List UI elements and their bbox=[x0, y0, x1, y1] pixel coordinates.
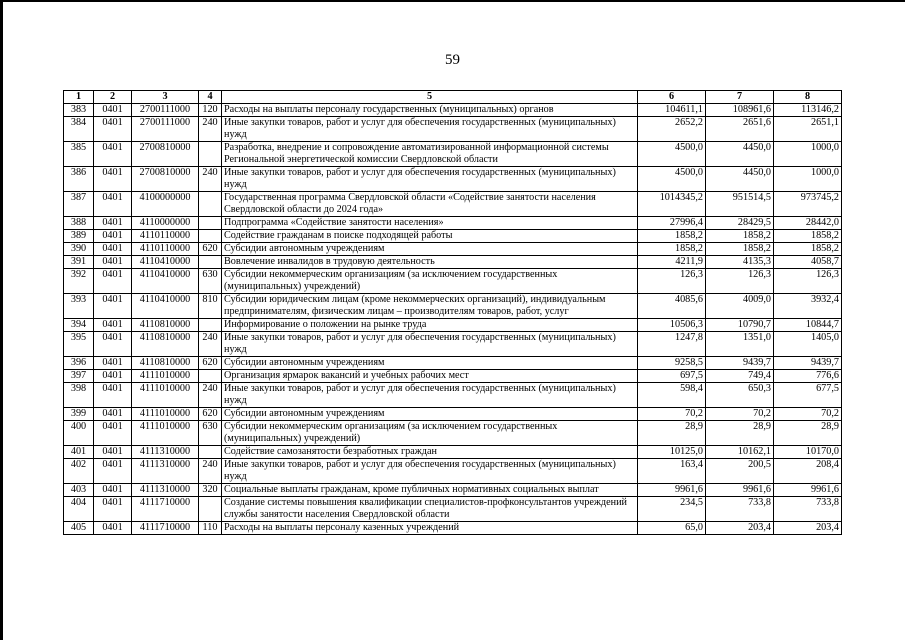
expense-name: Расходы на выплаты персоналу казенных учреждений bbox=[222, 522, 638, 535]
section-code: 0401 bbox=[94, 167, 132, 192]
table-row bbox=[64, 421, 842, 446]
amount-col6: 9961,6 bbox=[638, 484, 706, 497]
expense-name: Содействие самозанятости безработных граждан bbox=[222, 446, 638, 459]
amount-col6: 697,5 bbox=[638, 370, 706, 383]
section-code: 0401 bbox=[94, 408, 132, 421]
amount-col8: 70,2 bbox=[774, 408, 842, 421]
amount-col7: 9439,7 bbox=[706, 357, 774, 370]
amount-col7: 10790,7 bbox=[706, 319, 774, 332]
amount-col7: 10162,1 bbox=[706, 446, 774, 459]
table-row bbox=[64, 370, 842, 383]
section-code: 0401 bbox=[94, 446, 132, 459]
target-article-code: 4111010000 bbox=[132, 383, 199, 408]
table-row bbox=[64, 256, 842, 269]
amount-col7: 4009,0 bbox=[706, 294, 774, 319]
row-number: 390 bbox=[64, 243, 94, 256]
amount-col8: 677,5 bbox=[774, 383, 842, 408]
target-article-code: 4111310000 bbox=[132, 484, 199, 497]
table-row bbox=[64, 522, 842, 535]
expense-type-code: 240 bbox=[199, 383, 222, 408]
amount-col8: 203,4 bbox=[774, 522, 842, 535]
amount-col8: 3932,4 bbox=[774, 294, 842, 319]
amount-col6: 4500,0 bbox=[638, 142, 706, 167]
amount-col8: 1000,0 bbox=[774, 167, 842, 192]
amount-col6: 1014345,2 bbox=[638, 192, 706, 217]
table-row bbox=[64, 243, 842, 256]
page-frame-top bbox=[0, 0, 905, 2]
amount-col7: 70,2 bbox=[706, 408, 774, 421]
amount-col8: 1858,2 bbox=[774, 230, 842, 243]
table-row bbox=[64, 192, 842, 217]
row-number: 389 bbox=[64, 230, 94, 243]
amount-col7: 9961,6 bbox=[706, 484, 774, 497]
target-article-code: 4111010000 bbox=[132, 370, 199, 383]
expense-type-code: 320 bbox=[199, 484, 222, 497]
expense-name: Иные закупки товаров, работ и услуг для обеспечения государственных (муниципальных) нужд bbox=[222, 167, 638, 192]
amount-col7: 28,9 bbox=[706, 421, 774, 446]
row-number: 395 bbox=[64, 332, 94, 357]
target-article-code: 4111310000 bbox=[132, 459, 199, 484]
amount-col7: 126,3 bbox=[706, 269, 774, 294]
row-number: 392 bbox=[64, 269, 94, 294]
target-article-code: 4111010000 bbox=[132, 421, 199, 446]
row-number: 391 bbox=[64, 256, 94, 269]
header-cell: 2 bbox=[94, 91, 132, 104]
amount-col7: 28429,5 bbox=[706, 217, 774, 230]
row-number: 388 bbox=[64, 217, 94, 230]
target-article-code: 4110810000 bbox=[132, 332, 199, 357]
target-article-code: 4110810000 bbox=[132, 319, 199, 332]
expense-type-code bbox=[199, 497, 222, 522]
expense-name: Социальные выплаты гражданам, кроме публичных нормативных социальных выплат bbox=[222, 484, 638, 497]
amount-col6: 598,4 bbox=[638, 383, 706, 408]
amount-col8: 10844,7 bbox=[774, 319, 842, 332]
table-row bbox=[64, 459, 842, 484]
table-row bbox=[64, 269, 842, 294]
amount-col7: 1858,2 bbox=[706, 230, 774, 243]
row-number: 396 bbox=[64, 357, 94, 370]
amount-col7: 4450,0 bbox=[706, 167, 774, 192]
section-code: 0401 bbox=[94, 484, 132, 497]
amount-col7: 200,5 bbox=[706, 459, 774, 484]
amount-col6: 1858,2 bbox=[638, 243, 706, 256]
expense-name: Иные закупки товаров, работ и услуг для обеспечения государственных (муниципальных) нужд bbox=[222, 117, 638, 142]
expense-name: Иные закупки товаров, работ и услуг для обеспечения государственных (муниципальных) нужд bbox=[222, 383, 638, 408]
target-article-code: 4111710000 bbox=[132, 522, 199, 535]
expense-name: Субсидии юридическим лицам (кроме некоммерческих организаций), индивидуальным предпринимателям, физическим лицам – производителям товаров, работ, услуг bbox=[222, 294, 638, 319]
table-row bbox=[64, 446, 842, 459]
row-number: 397 bbox=[64, 370, 94, 383]
amount-col8: 2651,1 bbox=[774, 117, 842, 142]
amount-col8: 733,8 bbox=[774, 497, 842, 522]
expense-name: Субсидии автономным учреждениям bbox=[222, 357, 638, 370]
amount-col6: 4211,9 bbox=[638, 256, 706, 269]
amount-col8: 1858,2 bbox=[774, 243, 842, 256]
expense-type-code bbox=[199, 446, 222, 459]
amount-col7: 2651,6 bbox=[706, 117, 774, 142]
expense-name: Организация ярмарок вакансий и учебных рабочих мест bbox=[222, 370, 638, 383]
expense-type-code bbox=[199, 217, 222, 230]
target-article-code: 4110410000 bbox=[132, 294, 199, 319]
section-code: 0401 bbox=[94, 319, 132, 332]
expense-name: Подпрограмма «Содействие занятости населения» bbox=[222, 217, 638, 230]
row-number: 393 bbox=[64, 294, 94, 319]
expense-type-code: 810 bbox=[199, 294, 222, 319]
section-code: 0401 bbox=[94, 192, 132, 217]
expense-name: Субсидии автономным учреждениям bbox=[222, 408, 638, 421]
amount-col7: 108961,6 bbox=[706, 104, 774, 117]
row-number: 386 bbox=[64, 167, 94, 192]
row-number: 385 bbox=[64, 142, 94, 167]
target-article-code: 2700810000 bbox=[132, 142, 199, 167]
target-article-code: 4111710000 bbox=[132, 497, 199, 522]
amount-col6: 10125,0 bbox=[638, 446, 706, 459]
amount-col6: 1247,8 bbox=[638, 332, 706, 357]
row-number: 398 bbox=[64, 383, 94, 408]
expense-name: Субсидии некоммерческим организациям (за исключением государственных (муниципальных) учреждений) bbox=[222, 269, 638, 294]
table-row bbox=[64, 167, 842, 192]
amount-col6: 27996,4 bbox=[638, 217, 706, 230]
row-number: 401 bbox=[64, 446, 94, 459]
section-code: 0401 bbox=[94, 217, 132, 230]
target-article-code: 2700111000 bbox=[132, 104, 199, 117]
table-row bbox=[64, 332, 842, 357]
expense-name: Содействие гражданам в поиске подходящей работы bbox=[222, 230, 638, 243]
amount-col6: 234,5 bbox=[638, 497, 706, 522]
amount-col8: 9439,7 bbox=[774, 357, 842, 370]
row-number: 400 bbox=[64, 421, 94, 446]
row-number: 387 bbox=[64, 192, 94, 217]
amount-col8: 1405,0 bbox=[774, 332, 842, 357]
amount-col8: 113146,2 bbox=[774, 104, 842, 117]
expense-type-code: 110 bbox=[199, 522, 222, 535]
expense-name: Иные закупки товаров, работ и услуг для обеспечения государственных (муниципальных) нужд bbox=[222, 459, 638, 484]
section-code: 0401 bbox=[94, 497, 132, 522]
table-row bbox=[64, 217, 842, 230]
target-article-code: 4110110000 bbox=[132, 243, 199, 256]
amount-col6: 126,3 bbox=[638, 269, 706, 294]
expense-type-code bbox=[199, 256, 222, 269]
table-row bbox=[64, 294, 842, 319]
amount-col6: 70,2 bbox=[638, 408, 706, 421]
budget-table bbox=[63, 90, 842, 535]
section-code: 0401 bbox=[94, 230, 132, 243]
expense-name: Создание системы повышения квалификации специалистов-профконсультантов учреждений службы занятости населения Свердловской области bbox=[222, 497, 638, 522]
expense-type-code: 120 bbox=[199, 104, 222, 117]
amount-col7: 4450,0 bbox=[706, 142, 774, 167]
section-code: 0401 bbox=[94, 142, 132, 167]
section-code: 0401 bbox=[94, 459, 132, 484]
target-article-code: 4110810000 bbox=[132, 357, 199, 370]
table-row bbox=[64, 497, 842, 522]
amount-col7: 1351,0 bbox=[706, 332, 774, 357]
expense-type-code: 240 bbox=[199, 459, 222, 484]
row-number: 404 bbox=[64, 497, 94, 522]
expense-name: Государственная программа Свердловской области «Содействие занятости населения Свердловской области до 2024 года» bbox=[222, 192, 638, 217]
expense-type-code bbox=[199, 192, 222, 217]
section-code: 0401 bbox=[94, 104, 132, 117]
header-cell: 3 bbox=[132, 91, 199, 104]
amount-col6: 104611,1 bbox=[638, 104, 706, 117]
expense-type-code: 620 bbox=[199, 243, 222, 256]
target-article-code: 4111010000 bbox=[132, 408, 199, 421]
expense-name: Информирование о положении на рынке труда bbox=[222, 319, 638, 332]
amount-col7: 749,4 bbox=[706, 370, 774, 383]
amount-col6: 163,4 bbox=[638, 459, 706, 484]
expense-name: Расходы на выплаты персоналу государственных (муниципальных) органов bbox=[222, 104, 638, 117]
section-code: 0401 bbox=[94, 370, 132, 383]
amount-col6: 2652,2 bbox=[638, 117, 706, 142]
expense-type-code bbox=[199, 230, 222, 243]
expense-type-code: 240 bbox=[199, 167, 222, 192]
row-number: 394 bbox=[64, 319, 94, 332]
expense-name: Разработка, внедрение и сопровождение автоматизированной информационной системы Региональной энергетической комиссии Свердловской области bbox=[222, 142, 638, 167]
amount-col7: 733,8 bbox=[706, 497, 774, 522]
expense-type-code bbox=[199, 142, 222, 167]
row-number: 383 bbox=[64, 104, 94, 117]
target-article-code: 4111310000 bbox=[132, 446, 199, 459]
header-cell: 8 bbox=[774, 91, 842, 104]
row-number: 405 bbox=[64, 522, 94, 535]
table-row bbox=[64, 408, 842, 421]
section-code: 0401 bbox=[94, 357, 132, 370]
row-number: 402 bbox=[64, 459, 94, 484]
expense-type-code bbox=[199, 319, 222, 332]
amount-col6: 4500,0 bbox=[638, 167, 706, 192]
expense-name: Вовлечение инвалидов в трудовую деятельность bbox=[222, 256, 638, 269]
section-code: 0401 bbox=[94, 332, 132, 357]
section-code: 0401 bbox=[94, 522, 132, 535]
section-code: 0401 bbox=[94, 256, 132, 269]
amount-col6: 10506,3 bbox=[638, 319, 706, 332]
section-code: 0401 bbox=[94, 294, 132, 319]
row-number: 403 bbox=[64, 484, 94, 497]
expense-type-code bbox=[199, 370, 222, 383]
target-article-code: 4110410000 bbox=[132, 256, 199, 269]
amount-col8: 1000,0 bbox=[774, 142, 842, 167]
page-frame-left bbox=[0, 0, 3, 640]
expense-type-code: 620 bbox=[199, 357, 222, 370]
header-cell: 1 bbox=[64, 91, 94, 104]
amount-col6: 28,9 bbox=[638, 421, 706, 446]
page-number: 59 bbox=[445, 52, 460, 68]
amount-col8: 776,6 bbox=[774, 370, 842, 383]
table-row bbox=[64, 319, 842, 332]
amount-col8: 28442,0 bbox=[774, 217, 842, 230]
target-article-code: 4100000000 bbox=[132, 192, 199, 217]
amount-col8: 126,3 bbox=[774, 269, 842, 294]
expense-type-code: 630 bbox=[199, 421, 222, 446]
expense-type-code: 240 bbox=[199, 332, 222, 357]
amount-col6: 65,0 bbox=[638, 522, 706, 535]
header-row bbox=[64, 91, 842, 104]
expense-name: Субсидии автономным учреждениям bbox=[222, 243, 638, 256]
table-row bbox=[64, 117, 842, 142]
target-article-code: 4110000000 bbox=[132, 217, 199, 230]
target-article-code: 2700111000 bbox=[132, 117, 199, 142]
table-row bbox=[64, 104, 842, 117]
table-row bbox=[64, 484, 842, 497]
section-code: 0401 bbox=[94, 243, 132, 256]
section-code: 0401 bbox=[94, 269, 132, 294]
amount-col8: 4058,7 bbox=[774, 256, 842, 269]
amount-col6: 4085,6 bbox=[638, 294, 706, 319]
target-article-code: 2700810000 bbox=[132, 167, 199, 192]
row-number: 399 bbox=[64, 408, 94, 421]
expense-type-code: 240 bbox=[199, 117, 222, 142]
table-row bbox=[64, 142, 842, 167]
expense-type-code: 620 bbox=[199, 408, 222, 421]
table-row bbox=[64, 357, 842, 370]
amount-col7: 4135,3 bbox=[706, 256, 774, 269]
target-article-code: 4110410000 bbox=[132, 269, 199, 294]
section-code: 0401 bbox=[94, 421, 132, 446]
header-cell: 4 bbox=[199, 91, 222, 104]
section-code: 0401 bbox=[94, 117, 132, 142]
row-number: 384 bbox=[64, 117, 94, 142]
header-cell: 7 bbox=[706, 91, 774, 104]
expense-type-code: 630 bbox=[199, 269, 222, 294]
amount-col7: 203,4 bbox=[706, 522, 774, 535]
amount-col7: 951514,5 bbox=[706, 192, 774, 217]
amount-col8: 28,9 bbox=[774, 421, 842, 446]
amount-col8: 10170,0 bbox=[774, 446, 842, 459]
amount-col8: 9961,6 bbox=[774, 484, 842, 497]
amount-col6: 1858,2 bbox=[638, 230, 706, 243]
section-code: 0401 bbox=[94, 383, 132, 408]
expense-name: Иные закупки товаров, работ и услуг для обеспечения государственных (муниципальных) нужд bbox=[222, 332, 638, 357]
table-row bbox=[64, 383, 842, 408]
amount-col8: 208,4 bbox=[774, 459, 842, 484]
amount-col8: 973745,2 bbox=[774, 192, 842, 217]
amount-col6: 9258,5 bbox=[638, 357, 706, 370]
header-cell: 6 bbox=[638, 91, 706, 104]
header-cell: 5 bbox=[222, 91, 638, 104]
target-article-code: 4110110000 bbox=[132, 230, 199, 243]
expense-name: Субсидии некоммерческим организациям (за исключением государственных (муниципальных) учреждений) bbox=[222, 421, 638, 446]
table-row bbox=[64, 230, 842, 243]
amount-col7: 1858,2 bbox=[706, 243, 774, 256]
amount-col7: 650,3 bbox=[706, 383, 774, 408]
